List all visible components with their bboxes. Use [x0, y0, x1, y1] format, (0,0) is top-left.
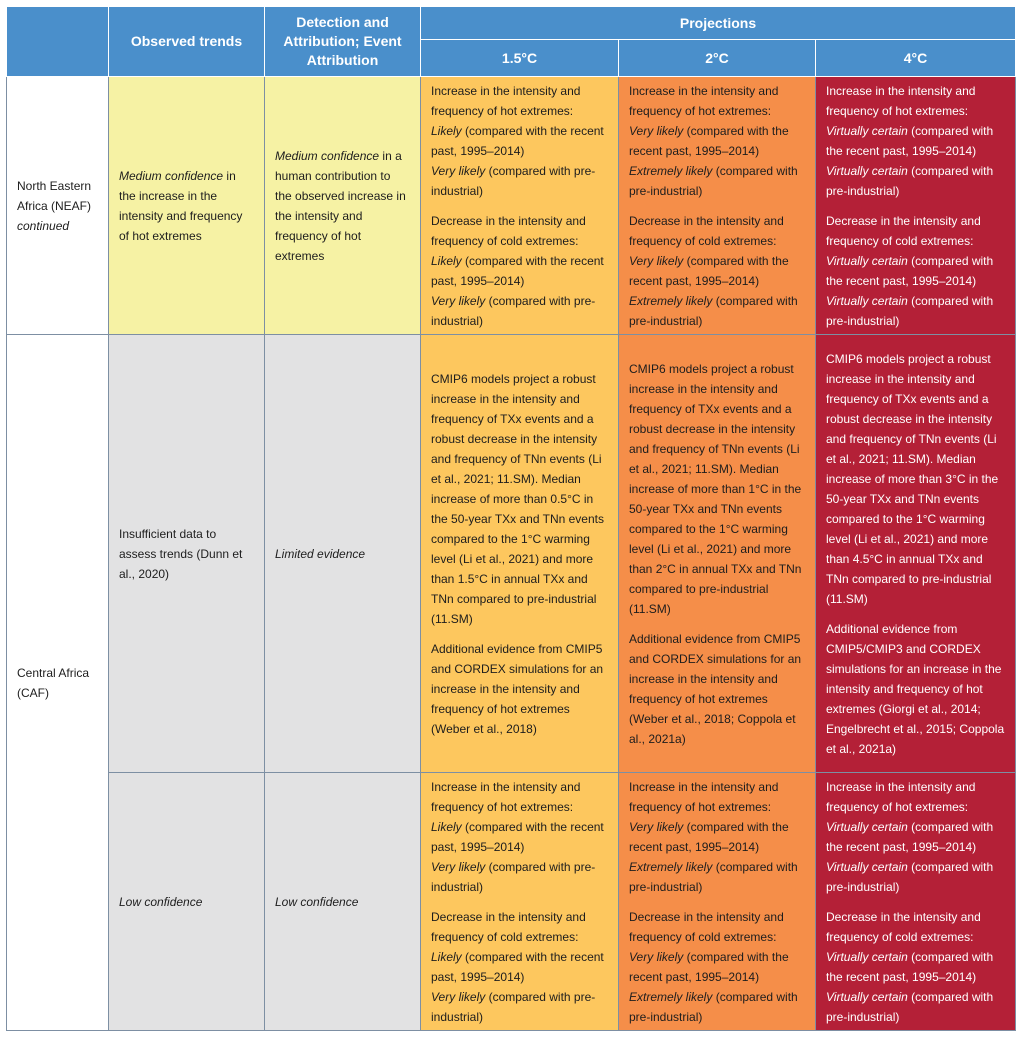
header-detection-attribution: Detection and Attribution; Event Attribution — [265, 7, 421, 77]
likelihood-term: Very likely — [431, 859, 486, 874]
assessment-table — [6, 6, 1016, 1031]
projection-block — [826, 777, 1005, 897]
likelihood-term: Virtually certain — [826, 949, 908, 964]
block-lead: Increase in the intensity and frequency of hot extremes: — [629, 83, 779, 118]
block-lead: Decrease in the intensity and frequency of cold extremes: — [431, 213, 586, 248]
block-lead: Decrease in the intensity and frequency of cold extremes: — [826, 213, 981, 248]
projection-block — [629, 211, 805, 331]
likelihood-term: Very likely — [431, 293, 486, 308]
table-row-neaf — [7, 77, 1016, 335]
comparison-text: (compared with the recent past, 1995–2014) — [431, 253, 604, 288]
likelihood-term: Very likely — [431, 989, 486, 1004]
block-lead: Increase in the intensity and frequency of hot extremes: — [826, 83, 976, 118]
comparison-text: (compared with the recent past, 1995–2014) — [629, 123, 789, 158]
likelihood-term: Likely — [431, 253, 462, 268]
block-lead: Decrease in the intensity and frequency of cold extremes: — [826, 909, 981, 944]
likelihood-term: Virtually certain — [826, 163, 908, 178]
comparison-text: (compared with pre-industrial) — [431, 859, 596, 894]
detection-cell-caf-2 — [265, 773, 421, 1031]
likelihood-term: Very likely — [629, 123, 684, 138]
likelihood-term: Very likely — [629, 819, 684, 834]
likelihood-term: Very likely — [431, 163, 486, 178]
comparison-text: (compared with pre-industrial) — [431, 989, 596, 1024]
projection-paragraph: CMIP6 models project a robust increase in the intensity and frequency of TXx events and a robust decrease in the intensity and frequency of TNn events (Li et al., 2021; 11.SM). Median increase of more than 1°C in the 50-year TXx and TNn events compared to the 1°C warming level (Li et al., 2021) and more than 2°C in annual TXx and TNn compared to pre-industrial (11.SM) — [629, 361, 802, 616]
comparison-text: (compared with pre-industrial) — [629, 859, 798, 894]
projection-4c-cell-caf-2 — [816, 773, 1016, 1031]
block-lead: Decrease in the intensity and frequency of cold extremes: — [629, 909, 784, 944]
region-cell-neaf — [7, 77, 109, 335]
region-continued-label: continued — [17, 218, 70, 233]
likelihood-term: Very likely — [629, 949, 684, 964]
likelihood-term: Extremely likely — [629, 163, 713, 178]
projection-paragraph: CMIP6 models project a robust increase in the intensity and frequency of TXx events and a robust decrease in the intensity and frequency of TNn events (Li et al., 2021; 11.SM). Median increase of more than 3°C in the 50-year TXx and TNn events compared to the 1°C warming level (Li et al., 2021) and more than 4.5°C in annual TXx and TNn compared to pre-industrial (11.SM) — [826, 351, 999, 606]
confidence-label: Low confidence — [119, 894, 203, 909]
observed-cell-caf-1 — [109, 335, 265, 773]
likelihood-term: Virtually certain — [826, 819, 908, 834]
projection-1-5c-cell-neaf — [421, 77, 619, 335]
projection-paragraph: Additional evidence from CMIP5 and CORDEX simulations for an increase in the intensity and frequency of hot extremes (Weber et al., 2018; Coppola et al., 2021a) — [629, 631, 802, 746]
projection-block — [826, 907, 1005, 1027]
detection-cell-neaf — [265, 77, 421, 335]
observed-text: Insufficient data to assess trends (Dunn et al., 2020) — [119, 526, 243, 581]
comparison-text: (compared with pre-industrial) — [431, 163, 596, 198]
block-lead: Decrease in the intensity and frequency of cold extremes: — [431, 909, 586, 944]
projection-paragraph: Additional evidence from CMIP5 and CORDEX simulations for an increase in the intensity and frequency of hot extremes (Weber et al., 2018) — [431, 641, 604, 736]
comparison-text: (compared with pre-industrial) — [629, 989, 798, 1024]
detection-cell-caf-1 — [265, 335, 421, 773]
projection-block — [826, 81, 1005, 201]
comparison-text: (compared with pre-industrial) — [431, 293, 596, 328]
projection-block — [431, 777, 608, 897]
likelihood-term: Likely — [431, 123, 462, 138]
projection-block — [431, 81, 608, 201]
table-row-caf-1 — [7, 335, 1016, 773]
likelihood-term: Virtually certain — [826, 123, 908, 138]
block-lead: Increase in the intensity and frequency of hot extremes: — [431, 779, 581, 814]
block-lead: Increase in the intensity and frequency of hot extremes: — [629, 779, 779, 814]
confidence-label: Medium confidence — [119, 168, 224, 183]
likelihood-term: Very likely — [629, 253, 684, 268]
header-4c: 4°C — [816, 40, 1016, 77]
observed-text: in the increase in the intensity and frequency of hot extremes — [119, 168, 243, 243]
confidence-label: Medium confidence — [275, 148, 380, 163]
projection-paragraph: Additional evidence from CMIP5/CMIP3 and CORDEX simulations for an increase in the intensity and frequency of hot extremes (Giorgi et al., 2014; Engelbrecht et al., 2015; Coppola et al., 2021a) — [826, 621, 1005, 756]
header-2c: 2°C — [619, 40, 816, 77]
comparison-text: (compared with the recent past, 1995–2014) — [431, 123, 604, 158]
observed-cell-neaf — [109, 77, 265, 335]
likelihood-term: Virtually certain — [826, 253, 908, 268]
likelihood-term: Extremely likely — [629, 989, 713, 1004]
header-region-blank — [7, 7, 109, 77]
comparison-text: (compared with the recent past, 1995–2014) — [629, 819, 789, 854]
likelihood-term: Likely — [431, 819, 462, 834]
block-lead: Increase in the intensity and frequency of hot extremes: — [431, 83, 581, 118]
comparison-text: (compared with pre-industrial) — [826, 989, 994, 1024]
projection-paragraph: CMIP6 models project a robust increase in the intensity and frequency of TXx events and a robust decrease in the intensity and frequency of TNn events (Li et al., 2021; 11.SM). Median increase of more than 0.5°C in the 50-year TXx and TNn events compared to the 1°C warming level (Li et al., 2021) and more than 1.5°C in annual TXx and TNn compared to pre-industrial (11.SM) — [431, 371, 604, 626]
observed-cell-caf-2 — [109, 773, 265, 1031]
projection-4c-cell-caf-1 — [816, 335, 1016, 773]
likelihood-term: Virtually certain — [826, 859, 908, 874]
comparison-text: (compared with the recent past, 1995–2014) — [431, 819, 604, 854]
comparison-text: (compared with pre-industrial) — [629, 163, 798, 198]
projection-block — [826, 211, 1005, 331]
comparison-text: (compared with the recent past, 1995–2014) — [826, 949, 994, 984]
header-1-5c: 1.5°C — [421, 40, 619, 77]
comparison-text: (compared with the recent past, 1995–2014) — [826, 819, 994, 854]
likelihood-term: Virtually certain — [826, 989, 908, 1004]
likelihood-term: Virtually certain — [826, 293, 908, 308]
comparison-text: (compared with the recent past, 1995–2014) — [826, 253, 994, 288]
comparison-text: (compared with pre-industrial) — [826, 163, 994, 198]
projection-block — [629, 81, 805, 201]
projection-4c-cell-neaf — [816, 77, 1016, 335]
comparison-text: (compared with pre-industrial) — [826, 293, 994, 328]
block-lead: Increase in the intensity and frequency of hot extremes: — [826, 779, 976, 814]
region-name: North Eastern Africa (NEAF) — [17, 178, 92, 213]
table-row-caf-2 — [7, 773, 1016, 1031]
header-observed-trends: Observed trends — [109, 7, 265, 77]
block-lead: Decrease in the intensity and frequency of cold extremes: — [629, 213, 784, 248]
projection-block — [629, 777, 805, 897]
comparison-text: (compared with the recent past, 1995–2014) — [826, 123, 994, 158]
likelihood-term: Extremely likely — [629, 859, 713, 874]
comparison-text: (compared with the recent past, 1995–2014) — [629, 949, 789, 984]
projection-block — [431, 907, 608, 1027]
projection-block — [431, 211, 608, 331]
comparison-text: (compared with pre-industrial) — [826, 859, 994, 894]
likelihood-term: Likely — [431, 949, 462, 964]
projection-1-5c-cell-caf-2 — [421, 773, 619, 1031]
confidence-label: Low confidence — [275, 894, 359, 909]
region-cell-caf — [7, 335, 109, 1031]
page — [6, 6, 1015, 1032]
evidence-label: Limited evidence — [275, 546, 366, 561]
header-projections: Projections — [421, 7, 1016, 40]
comparison-text: (compared with pre-industrial) — [629, 293, 798, 328]
projection-block — [629, 907, 805, 1027]
detection-text: in a human contribution to the observed increase in the intensity and frequency of hot extremes — [275, 148, 406, 263]
comparison-text: (compared with the recent past, 1995–2014) — [431, 949, 604, 984]
projection-1-5c-cell-caf-1 — [421, 335, 619, 773]
likelihood-term: Extremely likely — [629, 293, 713, 308]
projection-2c-cell-caf-1 — [619, 335, 816, 773]
projection-2c-cell-caf-2 — [619, 773, 816, 1031]
region-name: Central Africa (CAF) — [17, 665, 90, 700]
projection-2c-cell-neaf — [619, 77, 816, 335]
comparison-text: (compared with the recent past, 1995–2014) — [629, 253, 789, 288]
